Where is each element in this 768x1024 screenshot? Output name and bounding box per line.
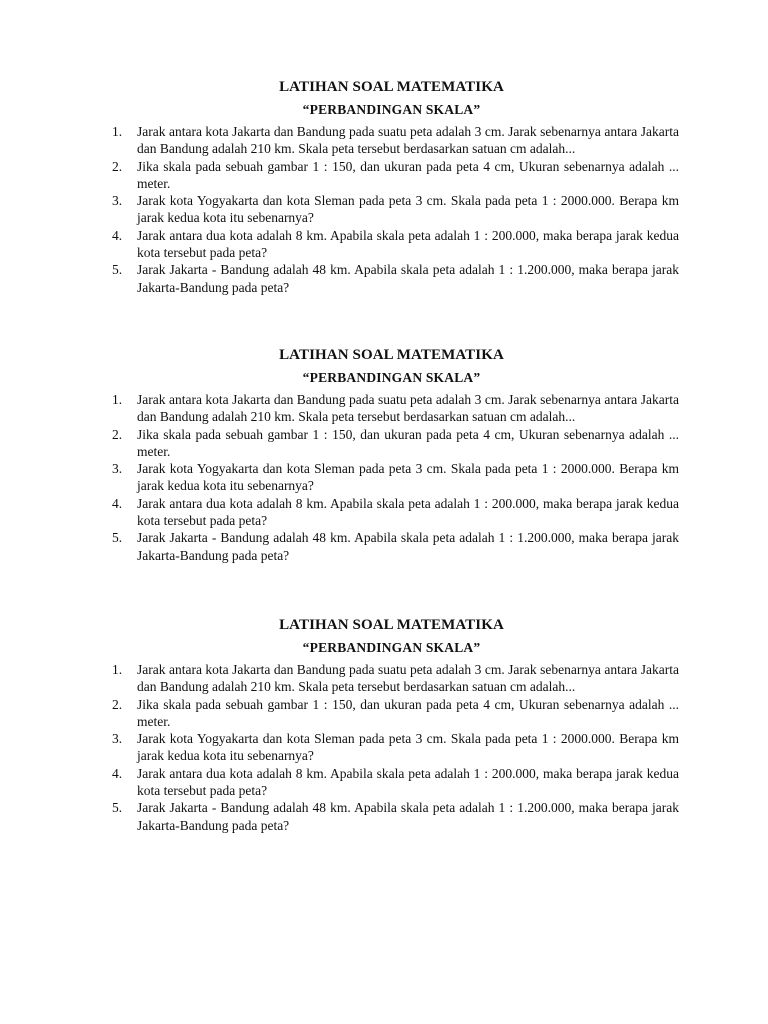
- question-text: Jarak antara kota Jakarta dan Bandung pada suatu peta adalah 3 cm. Jarak sebenarnya antara Jakarta dan Bandung adalah 210 km. Skala peta tersebut berdasarkan satuan cm adalah...: [137, 662, 679, 695]
- question-number: 5.: [112, 800, 123, 816]
- question-number: 2.: [112, 696, 123, 712]
- question-item: [104, 765, 679, 800]
- question-item: [104, 426, 679, 461]
- question-number: 4.: [112, 495, 123, 511]
- question-number: 1.: [112, 662, 123, 677]
- question-item: [104, 227, 679, 262]
- question-list: [104, 661, 679, 834]
- question-text: Jarak Jakarta - Bandung adalah 48 km. Apabila skala peta adalah 1 : 1.200.000, maka berapa jarak Jakarta-Bandung pada peta?: [137, 262, 679, 295]
- question-text: Jarak kota Yogyakarta dan kota Sleman pada peta 3 cm. Skala pada peta 1 : 2000.000. Berapa km jarak kedua kota itu sebenarnya?: [137, 193, 679, 226]
- question-item: [104, 799, 679, 834]
- question-item: [104, 460, 679, 495]
- question-item: [104, 261, 679, 296]
- question-text: Jarak Jakarta - Bandung adalah 48 km. Apabila skala peta adalah 1 : 1.200.000, maka berapa jarak Jakarta-Bandung pada peta?: [137, 800, 679, 833]
- question-number: 4.: [112, 227, 123, 243]
- question-text: Jarak kota Yogyakarta dan kota Sleman pada peta 3 cm. Skala pada peta 1 : 2000.000. Berapa km jarak kedua kota itu sebenarnya?: [137, 461, 679, 494]
- section-subtitle: “PERBANDINGAN SKALA”: [302, 370, 481, 385]
- question-item: [104, 696, 679, 731]
- question-list: [104, 391, 679, 564]
- question-number: 5.: [112, 262, 123, 278]
- question-number: 5.: [112, 530, 123, 546]
- question-number: 2.: [112, 426, 123, 442]
- section-subtitle: “PERBANDINGAN SKALA”: [302, 640, 481, 655]
- question-text: Jarak antara dua kota adalah 8 km. Apabila skala peta adalah 1 : 200.000, maka berapa jarak kedua kota tersebut pada peta?: [137, 227, 679, 261]
- question-number: 4.: [112, 765, 123, 781]
- question-item: [104, 391, 679, 426]
- question-number: 3.: [112, 193, 123, 209]
- question-item: [104, 158, 679, 193]
- section-subtitle: “PERBANDINGAN SKALA”: [302, 102, 481, 117]
- question-text: Jika skala pada sebuah gambar 1 : 150, dan ukuran pada peta 4 cm, Ukuran sebenarnya adalah ... meter.: [137, 696, 679, 729]
- question-list: [104, 123, 679, 296]
- section-title: LATIHAN SOAL MATEMATIKA: [279, 347, 504, 363]
- question-item: [104, 123, 679, 158]
- question-item: [104, 495, 679, 530]
- question-number: 3.: [112, 731, 123, 747]
- question-number: 2.: [112, 158, 123, 174]
- exercise-section: [104, 615, 679, 834]
- question-text: Jarak antara dua kota adalah 8 km. Apabila skala peta adalah 1 : 200.000, maka berapa jarak kedua kota tersebut pada peta?: [137, 765, 679, 799]
- question-text: Jarak antara kota Jakarta dan Bandung pada suatu peta adalah 3 cm. Jarak sebenarnya antara Jakarta dan Bandung adalah 210 km. Skala peta tersebut berdasarkan satuan cm adalah...: [137, 392, 679, 425]
- exercise-section: [104, 77, 679, 296]
- question-text: Jarak antara kota Jakarta dan Bandung pada suatu peta adalah 3 cm. Jarak sebenarnya antara Jakarta dan Bandung adalah 210 km. Skala peta tersebut berdasarkan satuan cm adalah...: [137, 124, 679, 157]
- question-text: Jarak antara dua kota adalah 8 km. Apabila skala peta adalah 1 : 200.000, maka berapa jarak kedua kota tersebut pada peta?: [137, 495, 679, 529]
- question-text: Jika skala pada sebuah gambar 1 : 150, dan ukuran pada peta 4 cm, Ukuran sebenarnya adalah ... meter.: [137, 426, 679, 459]
- question-text: Jarak Jakarta - Bandung adalah 48 km. Apabila skala peta adalah 1 : 1.200.000, maka berapa jarak Jakarta-Bandung pada peta?: [137, 530, 679, 563]
- exercise-section: [104, 345, 679, 564]
- section-title: LATIHAN SOAL MATEMATIKA: [279, 79, 504, 95]
- question-item: [104, 192, 679, 227]
- section-title: LATIHAN SOAL MATEMATIKA: [279, 617, 504, 633]
- question-item: [104, 529, 679, 564]
- question-item: [104, 730, 679, 765]
- question-text: Jika skala pada sebuah gambar 1 : 150, dan ukuran pada peta 4 cm, Ukuran sebenarnya adalah ... meter.: [137, 158, 679, 191]
- question-number: 1.: [112, 124, 123, 139]
- question-text: Jarak kota Yogyakarta dan kota Sleman pada peta 3 cm. Skala pada peta 1 : 2000.000. Berapa km jarak kedua kota itu sebenarnya?: [137, 731, 679, 764]
- question-number: 1.: [112, 392, 123, 407]
- question-item: [104, 661, 679, 696]
- question-number: 3.: [112, 461, 123, 477]
